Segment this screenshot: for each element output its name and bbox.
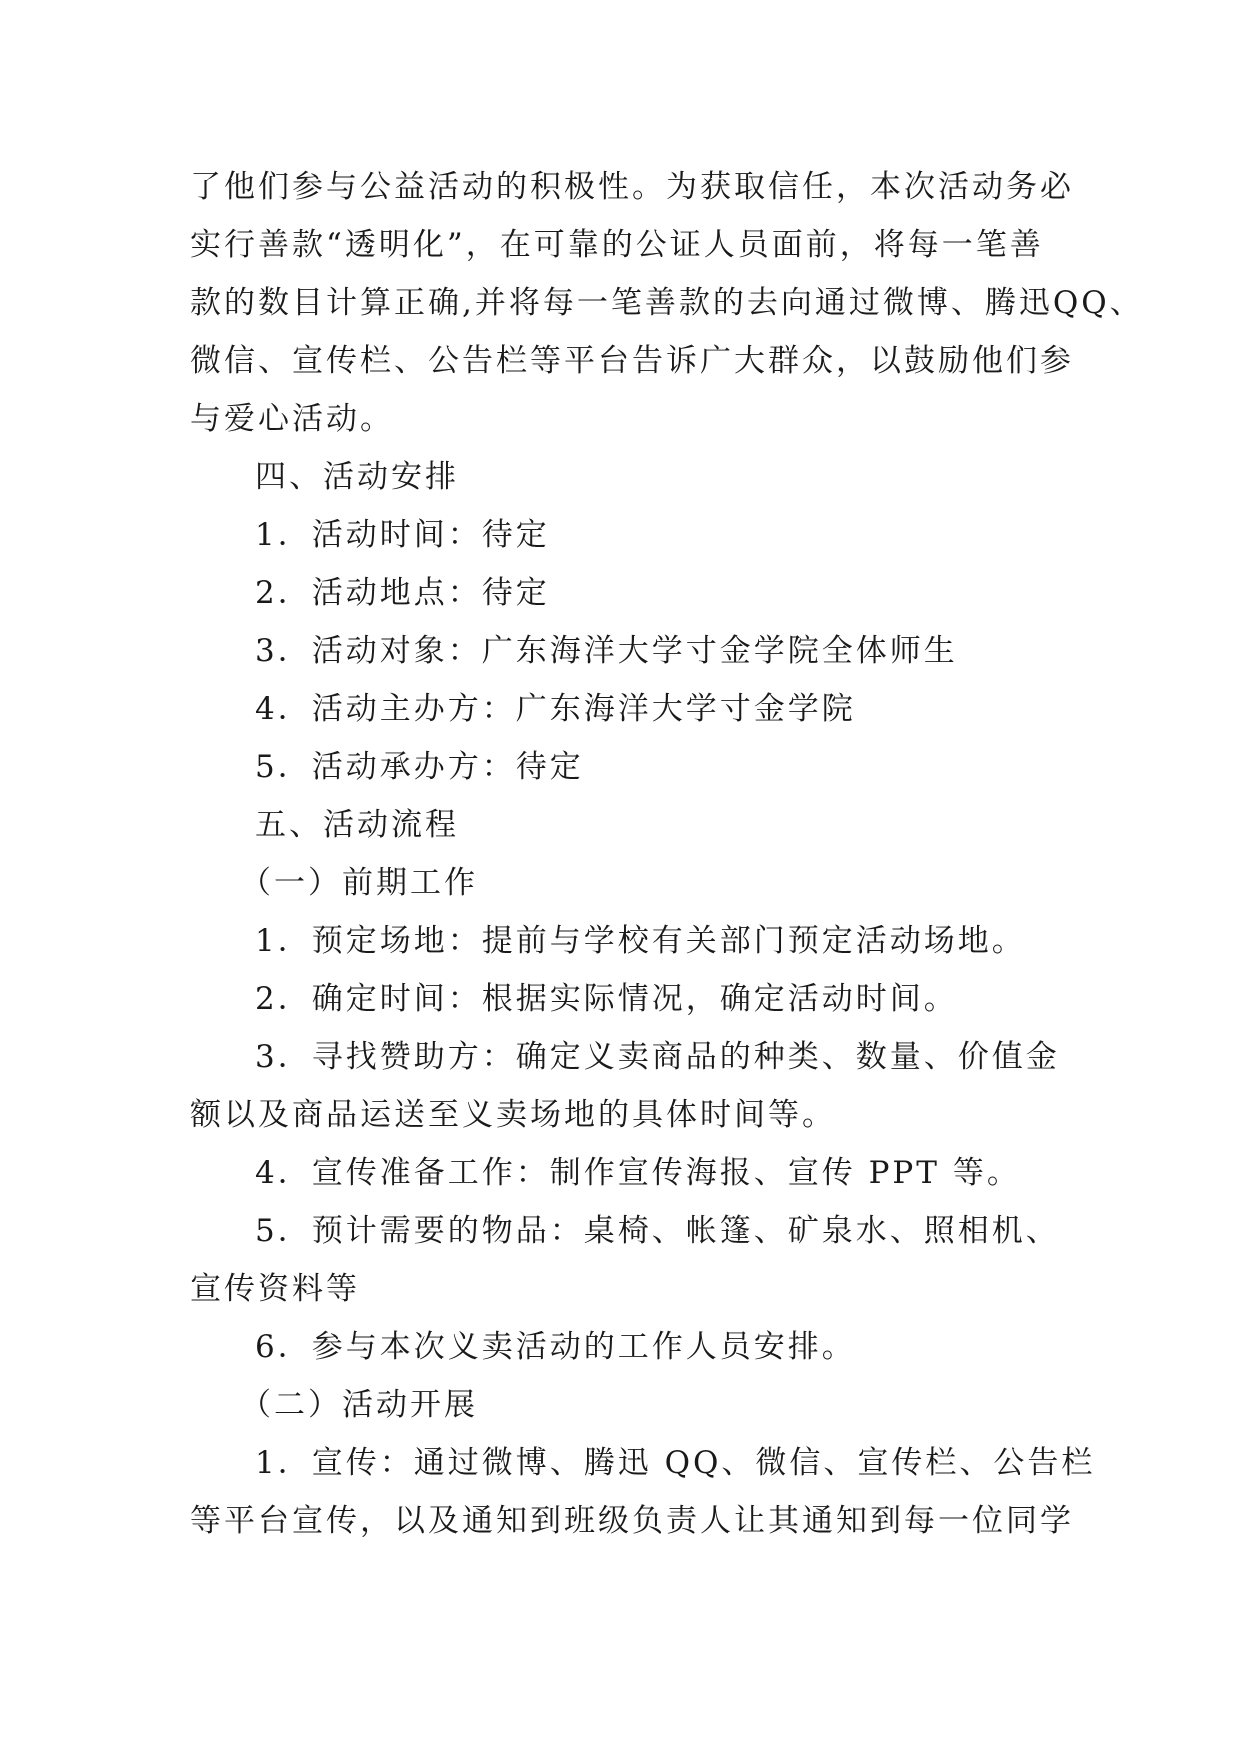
paragraph-line: 款的数目计算正确,并将每一笔善款的去向通过微博、腾迅QQ、 <box>190 285 1144 321</box>
list-item: 2．确定时间：根据实际情况，确定活动时间。 <box>255 981 958 1017</box>
subsection-heading: （二）活动开展 <box>240 1387 478 1423</box>
list-item: 1．宣传：通过微博、腾迅 QQ、微信、宣传栏、公告栏 <box>255 1445 1096 1481</box>
paragraph-line: 微信、宣传栏、公告栏等平台告诉广大群众，以鼓励他们参 <box>190 343 1074 379</box>
paragraph-line: 了他们参与公益活动的积极性。为获取信任，本次活动务必 <box>190 169 1074 205</box>
list-item: 6．参与本次义卖活动的工作人员安排。 <box>255 1329 856 1365</box>
subsection-heading: （一）前期工作 <box>240 865 478 901</box>
list-item: 5．预计需要的物品：桌椅、帐篷、矿泉水、照相机、 <box>255 1213 1060 1249</box>
section-heading: 四、活动安排 <box>255 459 459 495</box>
document-page <box>190 158 1144 1550</box>
list-item: 4．宣传准备工作：制作宣传海报、宣传 PPT 等。 <box>255 1155 1021 1191</box>
list-item: 1．活动时间：待定 <box>255 517 550 553</box>
list-item: 5．活动承办方：待定 <box>255 749 584 785</box>
list-item: 2．活动地点：待定 <box>255 575 550 611</box>
section-heading: 五、活动流程 <box>255 807 459 843</box>
list-item-continuation: 等平台宣传，以及通知到班级负责人让其通知到每一位同学 <box>190 1503 1074 1539</box>
list-item: 4．活动主办方：广东海洋大学寸金学院 <box>255 691 856 727</box>
list-item: 3．活动对象：广东海洋大学寸金学院全体师生 <box>255 633 958 669</box>
paragraph-line: 与爱心活动。 <box>190 401 394 437</box>
list-item-continuation: 宣传资料等 <box>190 1271 360 1307</box>
list-item-continuation: 额以及商品运送至义卖场地的具体时间等。 <box>190 1097 836 1133</box>
paragraph-line: 实行善款“透明化”，在可靠的公证人员面前，将每一笔善 <box>190 227 1044 263</box>
list-item: 1．预定场地：提前与学校有关部门预定活动场地。 <box>255 923 1026 959</box>
list-item: 3．寻找赞助方：确定义卖商品的种类、数量、价值金 <box>255 1039 1060 1075</box>
